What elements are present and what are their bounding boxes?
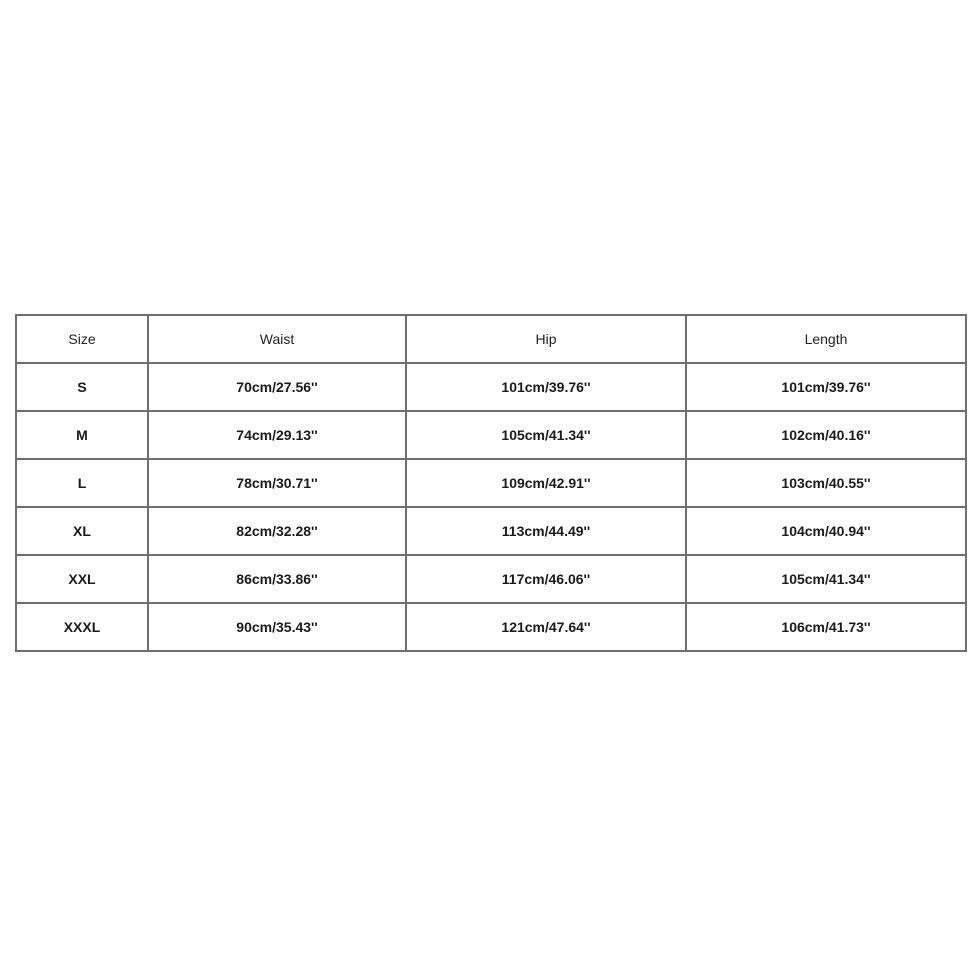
table-row [16,363,966,411]
header-row [16,315,966,363]
cell-waist: 74cm/29.13'' [148,411,406,459]
header-waist: Waist [148,315,406,363]
table-row [16,603,966,651]
cell-waist: 70cm/27.56'' [148,363,406,411]
table-body [16,363,966,651]
header-hip: Hip [406,315,686,363]
size-chart-table [15,314,967,652]
cell-size: M [16,411,148,459]
cell-waist: 82cm/32.28'' [148,507,406,555]
cell-length: 103cm/40.55'' [686,459,966,507]
cell-size: XXXL [16,603,148,651]
cell-size: XXL [16,555,148,603]
cell-length: 102cm/40.16'' [686,411,966,459]
cell-size: S [16,363,148,411]
table-row [16,411,966,459]
cell-hip: 109cm/42.91'' [406,459,686,507]
header-length: Length [686,315,966,363]
table-header [16,315,966,363]
cell-size: L [16,459,148,507]
table-row [16,459,966,507]
table-row [16,507,966,555]
cell-hip: 121cm/47.64'' [406,603,686,651]
cell-hip: 113cm/44.49'' [406,507,686,555]
cell-hip: 101cm/39.76'' [406,363,686,411]
table-row [16,555,966,603]
cell-waist: 86cm/33.86'' [148,555,406,603]
cell-hip: 105cm/41.34'' [406,411,686,459]
header-size: Size [16,315,148,363]
cell-waist: 78cm/30.71'' [148,459,406,507]
cell-hip: 117cm/46.06'' [406,555,686,603]
cell-length: 106cm/41.73'' [686,603,966,651]
cell-length: 101cm/39.76'' [686,363,966,411]
cell-size: XL [16,507,148,555]
cell-waist: 90cm/35.43'' [148,603,406,651]
cell-length: 105cm/41.34'' [686,555,966,603]
cell-length: 104cm/40.94'' [686,507,966,555]
